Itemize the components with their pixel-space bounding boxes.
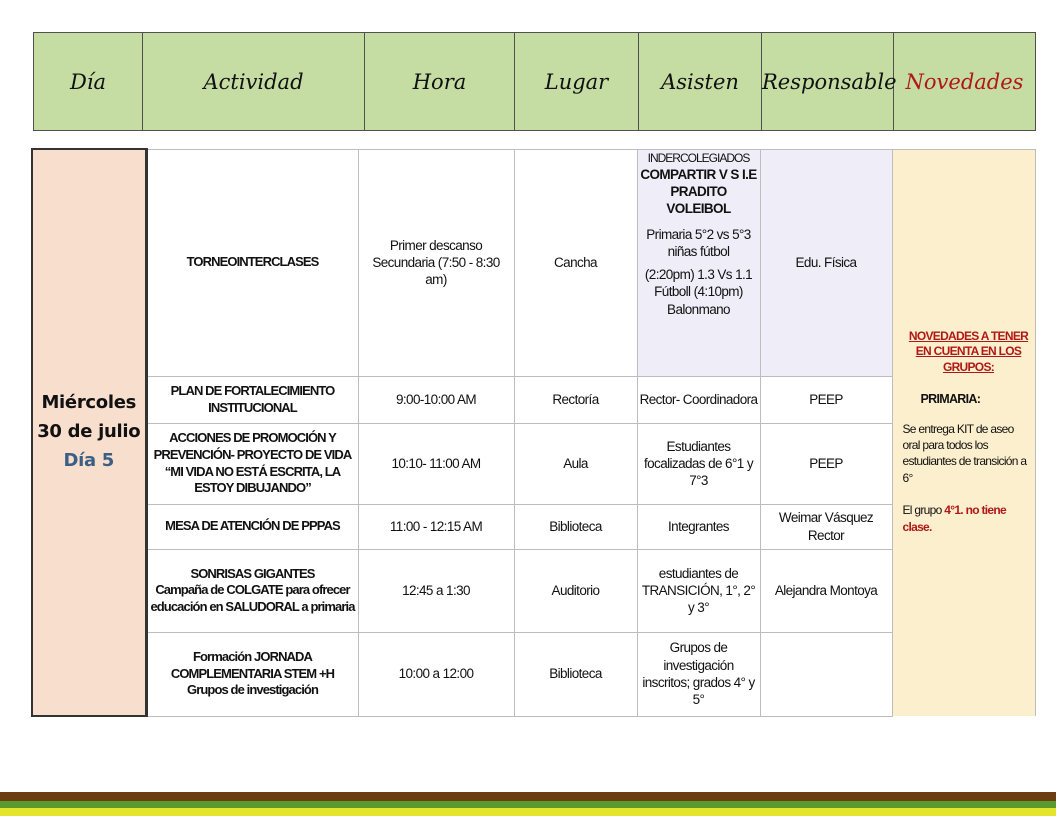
table-row xyxy=(32,149,1035,376)
attendees-cell: Estudiantes focalizadas de 6°1 y 7°3 xyxy=(637,423,760,504)
activity-title: SONRISAS GIGANTES xyxy=(190,565,315,581)
place-cell: Cancha xyxy=(514,149,637,376)
place-cell: Rectoría xyxy=(514,376,637,423)
attendees-lead: INDERCOLEGIADOS xyxy=(647,150,750,165)
time-cell: 11:00 - 12:15 AM xyxy=(358,504,514,549)
table-row xyxy=(32,423,1035,504)
table-row xyxy=(32,376,1035,423)
header-dia: Día xyxy=(34,33,143,131)
group-prefix: El grupo xyxy=(902,502,942,517)
attendees-schedule: (2:20pm) 1.3 Vs 1.1 Fútboll (4:10pm) Balonmano xyxy=(644,267,753,317)
attendees-cell: Integrantes xyxy=(637,504,760,549)
responsible-cell xyxy=(760,632,892,716)
time-cell: 12:45 a 1:30 xyxy=(358,549,514,632)
responsible-cell: Weimar Vásquez Rector xyxy=(760,504,892,549)
footer-stripe-yellow xyxy=(0,808,1056,816)
responsible-cell: PEEP xyxy=(760,376,892,423)
attendees-cell: Grupos de investigación inscritos; grados 4° y 5° xyxy=(637,632,760,716)
day-cell xyxy=(32,149,146,716)
activity-detail: Campaña de COLGATE para ofrecer educación en SALUDORAL a primaria xyxy=(150,582,355,614)
footer-stripe-brown xyxy=(0,792,1056,801)
header-responsable: Responsable xyxy=(762,33,894,131)
group-suffix: no tiene clase. xyxy=(902,502,1006,535)
activity-cell: MESA DE ATENCIÓN DE PPPAS xyxy=(146,504,358,549)
schedule-header xyxy=(33,32,1036,131)
time-cell: 10:10- 11:00 AM xyxy=(358,423,514,504)
responsible-cell: PEEP xyxy=(760,423,892,504)
novedades-title: NOVEDADES A TENER EN CUENTA EN LOS GRUPOS: xyxy=(908,328,1029,374)
novedades-section: PRIMARIA: xyxy=(920,392,981,407)
attendees-cell xyxy=(637,149,760,376)
activity-cell xyxy=(146,549,358,632)
novedades-cell xyxy=(892,149,1035,716)
group-id: 4°1. xyxy=(944,502,963,517)
place-cell: Biblioteca xyxy=(514,632,637,716)
schedule-table xyxy=(31,148,1036,717)
novedades-kit: Se entrega KIT de aseo oral para todos los estudiantes de transición a 6° xyxy=(902,422,1027,485)
day-date: 30 de julio xyxy=(37,421,141,443)
header-lugar: Lugar xyxy=(515,33,639,131)
activity-cell: Formación JORNADA COMPLEMENTARIA STEM +H Grupos de investigación xyxy=(146,632,358,716)
day-label: Día 5 xyxy=(63,449,115,471)
place-cell: Biblioteca xyxy=(514,504,637,549)
table-row xyxy=(32,632,1035,716)
time-cell: 9:00-10:00 AM xyxy=(358,376,514,423)
header-actividad: Actividad xyxy=(143,33,365,131)
header-asisten: Asisten xyxy=(639,33,762,131)
table-row xyxy=(32,549,1035,632)
responsible-cell: Edu. Física xyxy=(760,149,892,376)
responsible-cell: Alejandra Montoya xyxy=(760,549,892,632)
table-row xyxy=(32,504,1035,549)
novedades-group xyxy=(903,502,1029,537)
attendees-primaria: Primaria 5°2 vs 5°3 niñas fútbol xyxy=(646,226,751,259)
activity-cell: TORNEOINTERCLASES xyxy=(146,149,358,376)
attendees-cell: estudiantes de TRANSICIÓN, 1°, 2° y 3° xyxy=(637,549,760,632)
attendees-bold: COMPARTIR V S I.E PRADITO VOLEIBOL xyxy=(640,166,757,217)
activity-cell: ACCIONES DE PROMOCIÓN Y PREVENCIÓN- PROYECTO DE VIDA “MI VIDA NO ESTÁ ESCRITA, LA ESTOY DIBUJANDO” xyxy=(146,423,358,504)
footer-stripe-green xyxy=(0,801,1056,808)
activity-cell: PLAN DE FORTALECIMIENTO INSTITUCIONAL xyxy=(146,376,358,423)
time-cell: Primer descanso Secundaria (7:50 - 8:30 am) xyxy=(358,149,514,376)
time-cell: 10:00 a 12:00 xyxy=(358,632,514,716)
header-hora: Hora xyxy=(365,33,515,131)
place-cell: Aula xyxy=(514,423,637,504)
day-weekday: Miércoles xyxy=(41,392,137,414)
place-cell: Auditorio xyxy=(514,549,637,632)
attendees-cell: Rector- Coordinadora xyxy=(637,376,760,423)
header-novedades: Novedades xyxy=(894,33,1036,131)
